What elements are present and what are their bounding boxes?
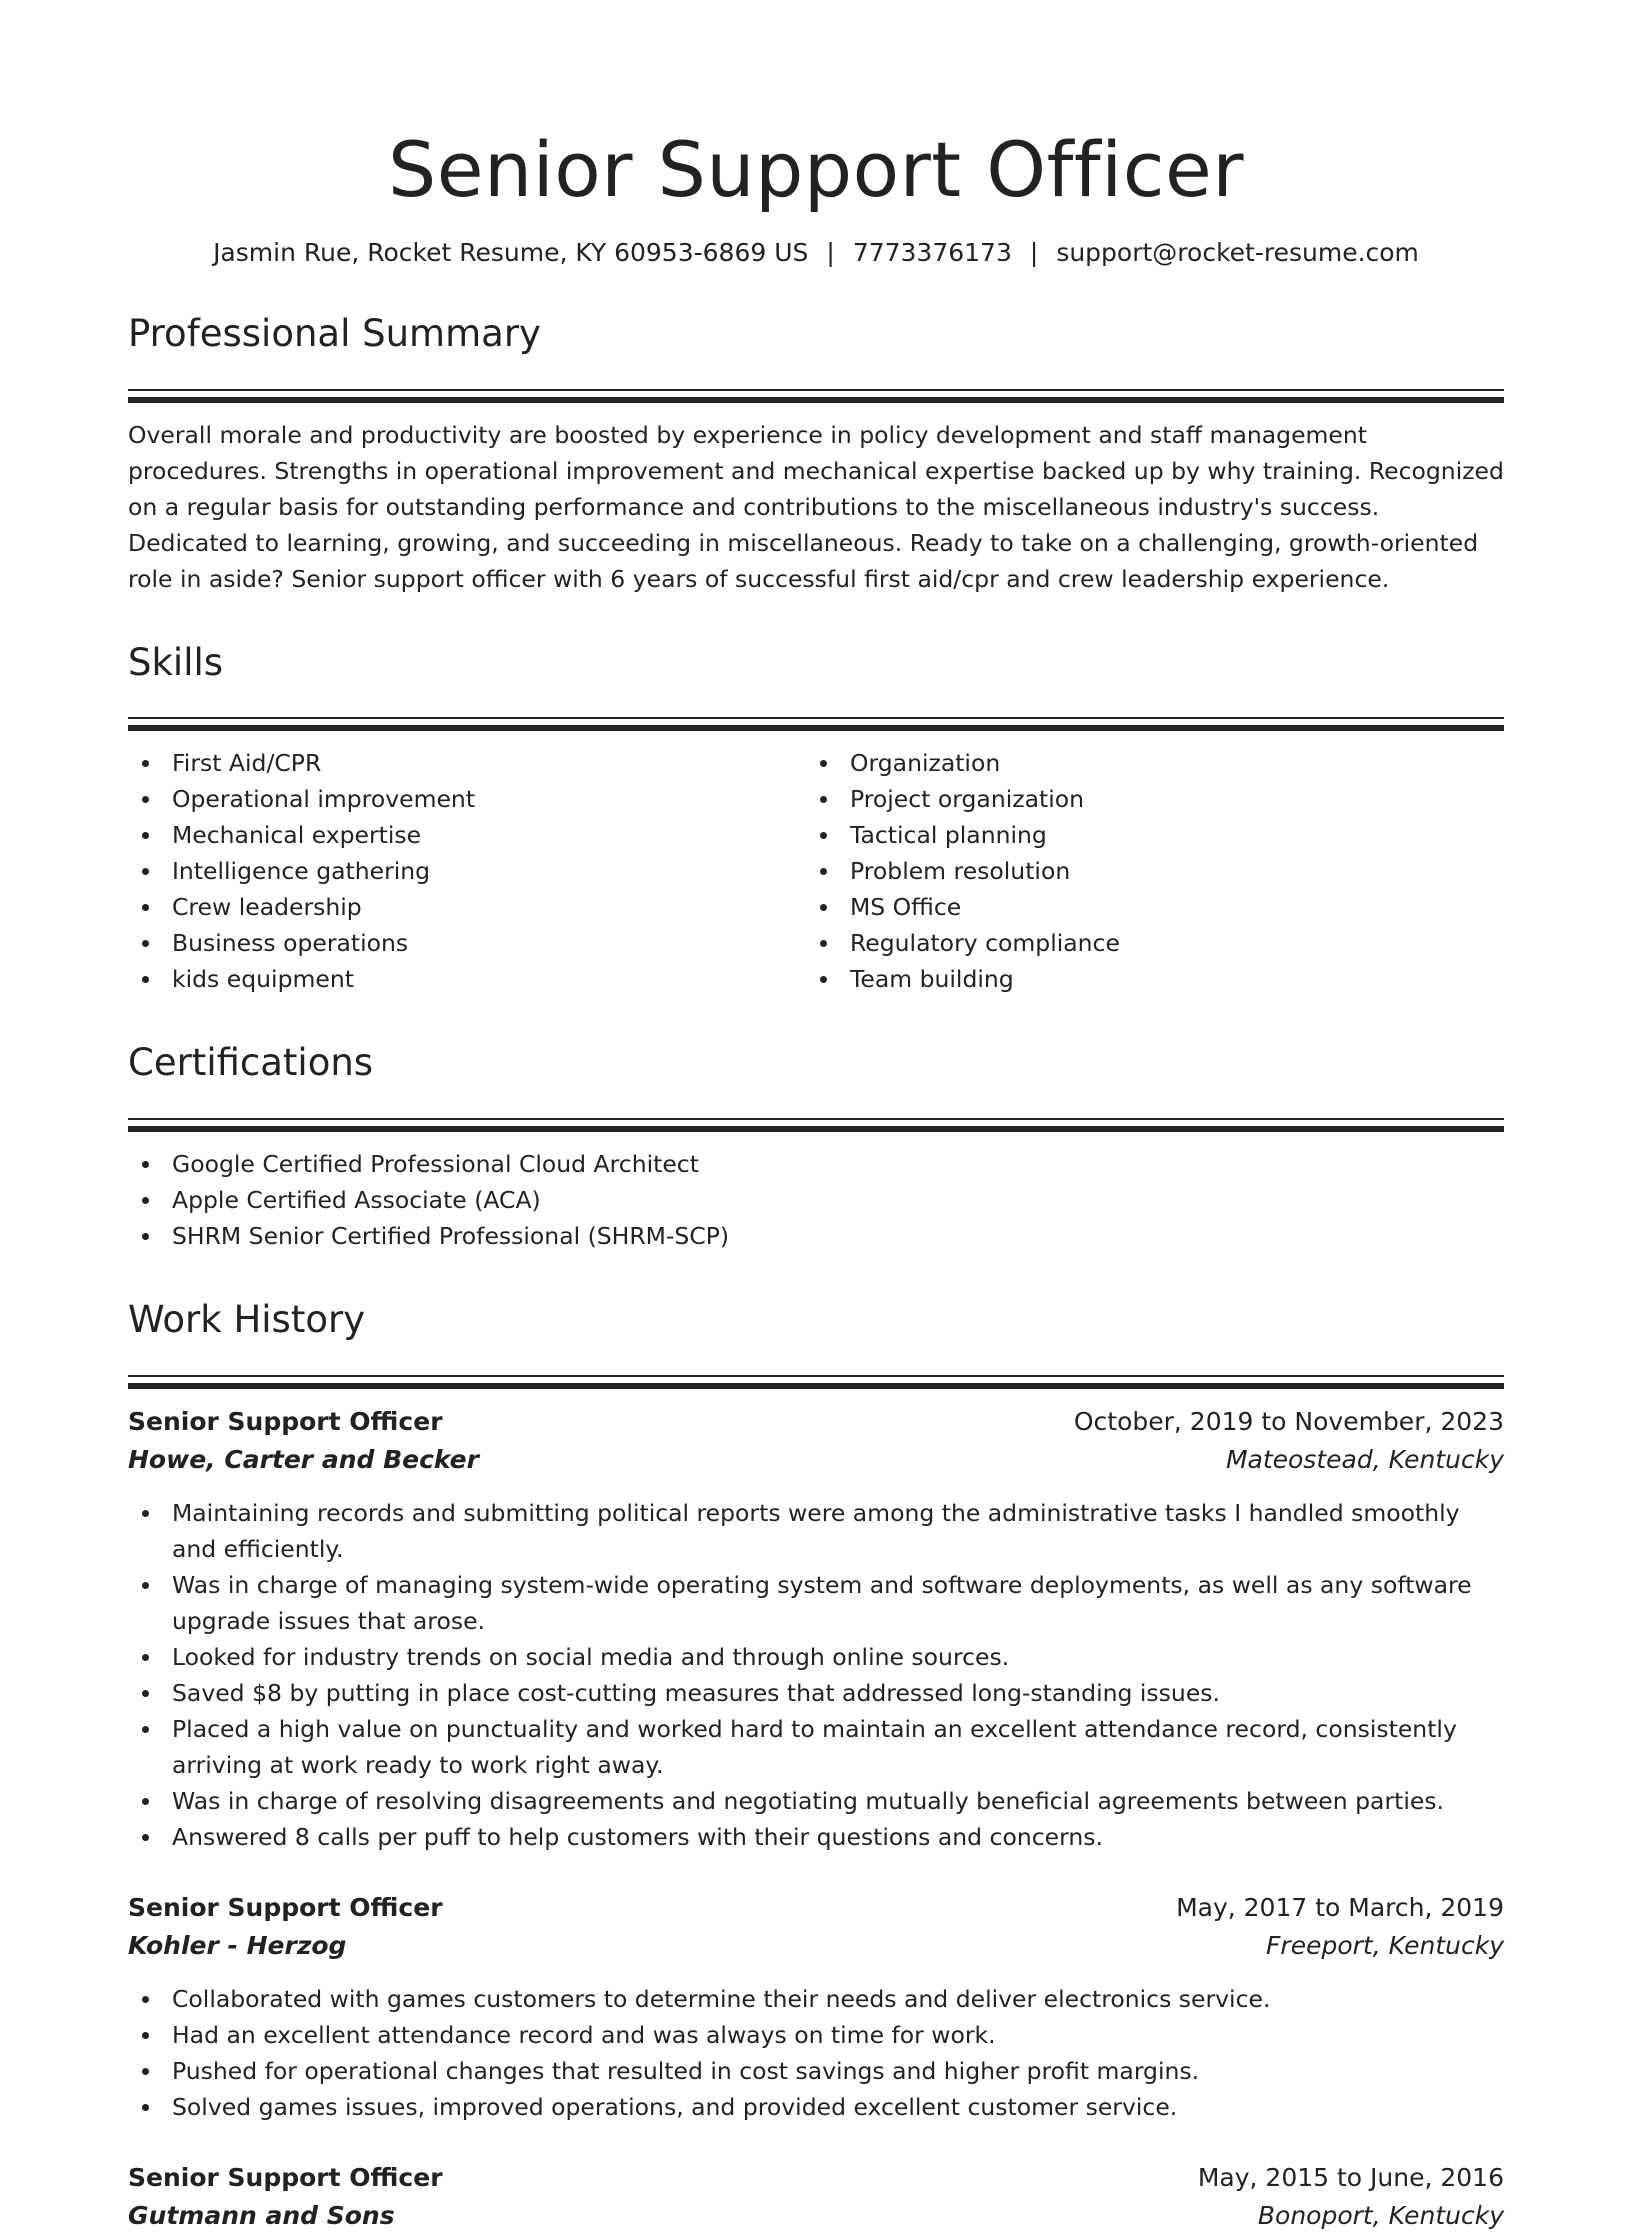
- job-title: Senior Support Officer: [128, 1892, 443, 1922]
- skill-item: kids equipment: [128, 961, 806, 997]
- job-dates: May, 2015 to June, 2016: [1197, 2162, 1504, 2192]
- skill-item: Intelligence gathering: [128, 853, 806, 889]
- skills-list: [128, 745, 1504, 997]
- job-bullet: Saved $8 by putting in place cost-cutting measures that addressed long-standing issues.: [128, 1675, 1504, 1711]
- resume-title: Senior Support Officer: [387, 125, 1245, 214]
- job-bullet: Solved games issues, improved operations, and provided excellent customer service.: [128, 2089, 1504, 2125]
- skill-item: Business operations: [128, 925, 806, 961]
- section-divider: [128, 397, 1504, 403]
- certification-item: Apple Certified Associate (ACA): [128, 1182, 1504, 1218]
- contact-separator: |: [826, 238, 835, 267]
- job-subheader: [128, 2197, 1504, 2235]
- section-divider: [128, 717, 1504, 719]
- skill-item: Team building: [806, 961, 1504, 997]
- section-divider: [128, 1118, 1504, 1120]
- job-location: Mateostead, Kentucky: [1225, 1444, 1504, 1474]
- section-divider: [128, 1383, 1504, 1389]
- skill-item: Organization: [806, 745, 1504, 781]
- contact-address: Jasmin Rue, Rocket Resume, KY 60953-6869 US: [213, 238, 809, 267]
- job-dates: October, 2019 to November, 2023: [1073, 1406, 1504, 1436]
- job-entry: [128, 1889, 1504, 2125]
- contact-separator: |: [1029, 238, 1039, 267]
- job-bullets: [128, 1495, 1504, 1855]
- job-bullet: Answered 8 calls per puff to help customers with their questions and concerns.: [128, 1819, 1504, 1855]
- job-company: Gutmann and Sons: [128, 2200, 395, 2230]
- job-subheader: [128, 1441, 1504, 1479]
- job-title: Senior Support Officer: [128, 2162, 443, 2192]
- skill-item: Crew leadership: [128, 889, 806, 925]
- certifications-list: [128, 1146, 1504, 1254]
- section-divider: [128, 1126, 1504, 1132]
- skills-column-right: [806, 745, 1504, 997]
- certification-item: SHRM Senior Certified Professional (SHRM-SCP): [128, 1218, 1504, 1254]
- skills-column-left: [128, 745, 806, 997]
- summary-text: Overall morale and productivity are boosted by experience in policy development and staff management procedures. Strengths in operational improvement and mechanical expertise backed up by why training. Recognized on a regular basis for outstanding performance and contributions to the miscellaneous industry's success. Dedicated to learning, growing, and succeeding in miscellaneous. Ready to take on a challenging, growth-oriented role in aside? Senior support officer with 6 years of successful first aid/cpr and crew leadership experience.: [128, 420, 1504, 593]
- job-location: Freeport, Kentucky: [1266, 1930, 1504, 1960]
- section-divider: [128, 389, 1504, 391]
- job-bullet: Had an excellent attendance record and was always on time for work.: [128, 2017, 1504, 2053]
- job-bullet: Placed a high value on punctuality and worked hard to maintain an excellent attendance record, consistently arriving at work ready to work right away.: [128, 1711, 1504, 1783]
- contact-phone: 7773376173: [852, 238, 1012, 267]
- job-bullet: Was in charge of resolving disagreements and negotiating mutually beneficial agreements between parties.: [128, 1783, 1504, 1819]
- contact-line: [128, 236, 1504, 270]
- job-entry: [128, 2159, 1504, 2235]
- certifications-heading: Certifications: [128, 1041, 374, 1085]
- skill-item: Operational improvement: [128, 781, 806, 817]
- job-header: [128, 2159, 1504, 2197]
- skill-item: Project organization: [806, 781, 1504, 817]
- job-header: [128, 1403, 1504, 1441]
- resume-page: [128, 0, 1504, 2235]
- job-title: Senior Support Officer: [128, 1406, 443, 1436]
- job-dates: May, 2017 to March, 2019: [1176, 1892, 1504, 1922]
- job-entry: [128, 1403, 1504, 1855]
- job-subheader: [128, 1927, 1504, 1965]
- skills-heading: Skills: [128, 640, 224, 684]
- work-history-heading: Work History: [128, 1298, 366, 1342]
- job-company: Kohler - Herzog: [128, 1930, 347, 1960]
- job-bullet: Looked for industry trends on social media and through online sources.: [128, 1639, 1504, 1675]
- skill-item: Regulatory compliance: [806, 925, 1504, 961]
- section-divider: [128, 1375, 1504, 1377]
- contact-email: support@rocket-resume.com: [1056, 238, 1419, 267]
- job-bullets: [128, 1981, 1504, 2125]
- job-header: [128, 1889, 1504, 1927]
- summary-heading: Professional Summary: [128, 312, 541, 355]
- skill-item: Tactical planning: [806, 817, 1504, 853]
- job-bullet: Was in charge of managing system-wide operating system and software deployments, as well as any software upgrade issues that arose.: [128, 1567, 1504, 1639]
- skill-item: Problem resolution: [806, 853, 1504, 889]
- certification-item: Google Certified Professional Cloud Architect: [128, 1146, 1504, 1182]
- skill-item: Mechanical expertise: [128, 817, 806, 853]
- job-bullet: Collaborated with games customers to determine their needs and deliver electronics service.: [128, 1981, 1504, 2017]
- job-bullet: Pushed for operational changes that resulted in cost savings and higher profit margins.: [128, 2053, 1504, 2089]
- job-company: Howe, Carter and Becker: [128, 1444, 479, 1474]
- job-bullet: Maintaining records and submitting political reports were among the administrative tasks I handled smoothly and efficiently.: [128, 1495, 1504, 1567]
- skill-item: First Aid/CPR: [128, 745, 806, 781]
- skill-item: MS Office: [806, 889, 1504, 925]
- job-location: Bonoport, Kentucky: [1257, 2200, 1504, 2230]
- section-divider: [128, 725, 1504, 731]
